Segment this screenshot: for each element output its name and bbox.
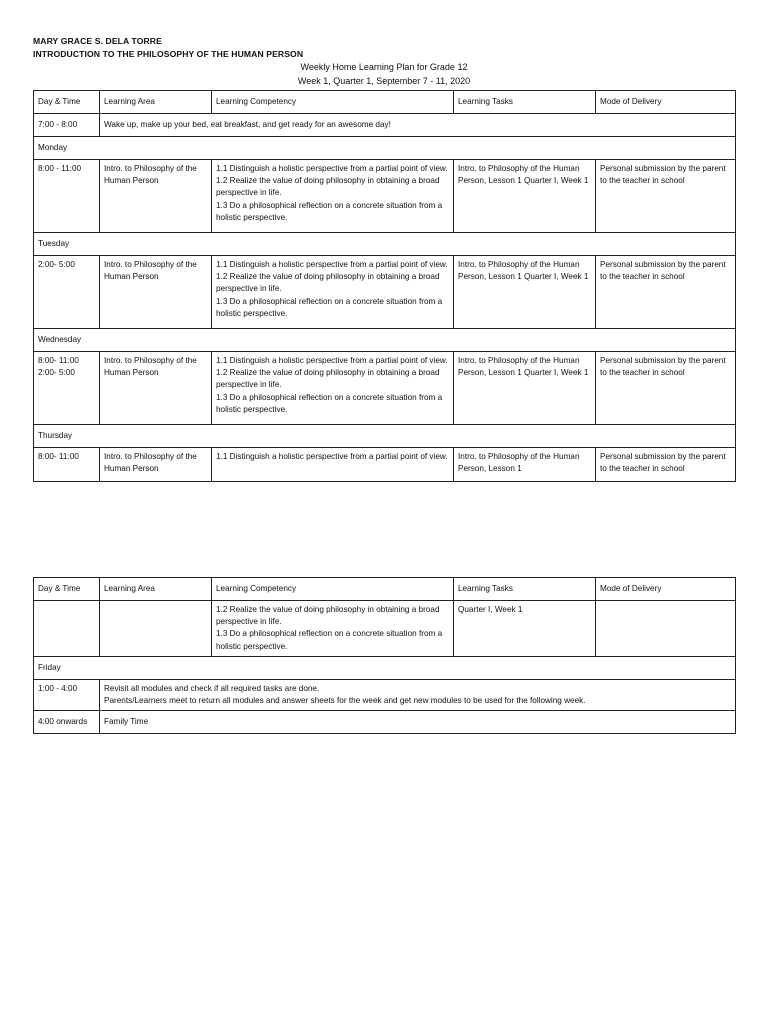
learning-plan-table-continued bbox=[33, 577, 736, 734]
column-header: Learning Area bbox=[100, 91, 212, 114]
day-row-monday bbox=[34, 137, 736, 160]
time-cell bbox=[34, 160, 100, 233]
time-cell: 4:00 onwards bbox=[34, 711, 100, 734]
table-header-row bbox=[34, 91, 736, 114]
competency-item: 1.3 Do a philosophical reflection on a concrete situation from a holistic perspective. bbox=[216, 200, 443, 222]
learning-tasks-cell: Intro. to Philosophy of the Human Person, Lesson 1 Quarter I, Week 1 bbox=[454, 352, 596, 425]
table-row bbox=[34, 679, 736, 710]
day-label: Monday bbox=[34, 137, 736, 160]
learning-area-cell: Intro. to Philosophy of the Human Person bbox=[100, 448, 212, 482]
activity-cell: Wake up, make up your bed, eat breakfast, and get ready for an awesome day! bbox=[100, 114, 736, 137]
competency-cell bbox=[212, 448, 454, 482]
table-row bbox=[34, 160, 736, 233]
time-text: 2:00- 5:00 bbox=[38, 260, 75, 269]
competency-item: 1.3 Do a philosophical reflection on a concrete situation from a holistic perspective. bbox=[216, 296, 443, 318]
delivery-cell bbox=[596, 601, 736, 657]
plan-subtitle: Week 1, Quarter 1, September 7 - 11, 2020 bbox=[297, 76, 471, 86]
competency-item: 1.1 Distinguish a holistic perspective from a partial point of view. bbox=[216, 452, 448, 461]
competency-cell bbox=[212, 601, 454, 657]
day-label: Friday bbox=[34, 656, 736, 679]
competency-item: 1.2 Realize the value of doing philosophy in obtaining a broad perspective in life. bbox=[216, 272, 440, 294]
column-header: Learning Tasks bbox=[454, 578, 596, 601]
learning-area-cell bbox=[100, 601, 212, 657]
day-row-thursday bbox=[34, 425, 736, 448]
learning-tasks-cell: Intro. to Philosophy of the Human Person, Lesson 1 bbox=[454, 448, 596, 482]
delivery-cell: Personal submission by the parent to the teacher in school bbox=[596, 352, 736, 425]
time-cell: 1:00 - 4:00 bbox=[34, 679, 100, 710]
day-label: Wednesday bbox=[34, 329, 736, 352]
competency-item: 1.2 Realize the value of doing philosophy in obtaining a broad perspective in life. bbox=[216, 176, 440, 198]
delivery-cell: Personal submission by the parent to the teacher in school bbox=[596, 448, 736, 482]
time-cell bbox=[34, 352, 100, 425]
activity-cell: Family Time bbox=[100, 711, 736, 734]
time-text: 2:00- 5:00 bbox=[38, 368, 75, 378]
subject-name: INTRODUCTION TO THE PHILOSOPHY OF THE HUMAN PERSON bbox=[33, 49, 304, 59]
time-text: 8:00 - 11:00 bbox=[38, 164, 82, 173]
column-header: Mode of Delivery bbox=[596, 578, 736, 601]
learning-area-cell: Intro. to Philosophy of the Human Person bbox=[100, 256, 212, 329]
day-label: Tuesday bbox=[34, 233, 736, 256]
column-header: Mode of Delivery bbox=[596, 91, 736, 114]
activity-line: Parents/Learners meet to return all modules and answer sheets for the week and get new modules to be used for the following week. bbox=[104, 696, 586, 706]
learning-plan-table bbox=[33, 90, 736, 482]
delivery-cell: Personal submission by the parent to the teacher in school bbox=[596, 160, 736, 233]
table-row bbox=[34, 256, 736, 329]
competency-item: 1.3 Do a philosophical reflection on a concrete situation from a holistic perspective. bbox=[216, 392, 443, 414]
table-header-row bbox=[34, 578, 736, 601]
time-cell bbox=[34, 601, 100, 657]
day-label: Thursday bbox=[34, 425, 736, 448]
column-header: Learning Competency bbox=[212, 91, 454, 114]
learning-area-cell: Intro. to Philosophy of the Human Person bbox=[100, 352, 212, 425]
competency-cell bbox=[212, 160, 454, 233]
competency-item: 1.2 Realize the value of doing philosophy in obtaining a broad perspective in life. bbox=[216, 368, 440, 390]
day-row-wednesday bbox=[34, 329, 736, 352]
activity-line: Revisit all modules and check if all required tasks are done. bbox=[104, 683, 320, 693]
time-cell: 7:00 - 8:00 bbox=[34, 114, 100, 137]
competency-item: 1.3 Do a philosophical reflection on a concrete situation from a holistic perspective. bbox=[216, 629, 443, 651]
table-row bbox=[34, 448, 736, 482]
competency-cell bbox=[212, 352, 454, 425]
competency-item: 1.2 Realize the value of doing philosophy in obtaining a broad perspective in life. bbox=[216, 605, 440, 627]
delivery-cell: Personal submission by the parent to the teacher in school bbox=[596, 256, 736, 329]
table-row bbox=[34, 601, 736, 657]
column-header: Learning Tasks bbox=[454, 91, 596, 114]
author-name: MARY GRACE S. DELA TORRE bbox=[33, 36, 162, 46]
plan-title: Weekly Home Learning Plan for Grade 12 bbox=[300, 62, 468, 72]
column-header: Learning Area bbox=[100, 578, 212, 601]
column-header: Day & Time bbox=[34, 578, 100, 601]
table-row bbox=[34, 114, 736, 137]
learning-tasks-cell: Intro. to Philosophy of the Human Person, Lesson 1 Quarter I, Week 1 bbox=[454, 160, 596, 233]
table-row bbox=[34, 711, 736, 734]
competency-cell bbox=[212, 256, 454, 329]
time-text: 8:00- 11:00 bbox=[38, 452, 79, 461]
day-row-friday bbox=[34, 656, 736, 679]
competency-item: 1.1 Distinguish a holistic perspective from a partial point of view. bbox=[216, 260, 448, 269]
day-row-tuesday bbox=[34, 233, 736, 256]
time-cell bbox=[34, 256, 100, 329]
activity-cell bbox=[100, 679, 736, 710]
time-text: 8:00- 11:00 bbox=[38, 356, 79, 365]
competency-item: 1.1 Distinguish a holistic perspective from a partial point of view. bbox=[216, 356, 448, 365]
competency-item: 1.1 Distinguish a holistic perspective from a partial point of view. bbox=[216, 164, 448, 173]
learning-tasks-cell: Quarter I, Week 1 bbox=[454, 601, 596, 657]
table-row bbox=[34, 352, 736, 425]
learning-area-cell: Intro. to Philosophy of the Human Person bbox=[100, 160, 212, 233]
learning-tasks-cell: Intro. to Philosophy of the Human Person, Lesson 1 Quarter I, Week 1 bbox=[454, 256, 596, 329]
time-cell bbox=[34, 448, 100, 482]
column-header: Day & Time bbox=[34, 91, 100, 114]
column-header: Learning Competency bbox=[212, 578, 454, 601]
